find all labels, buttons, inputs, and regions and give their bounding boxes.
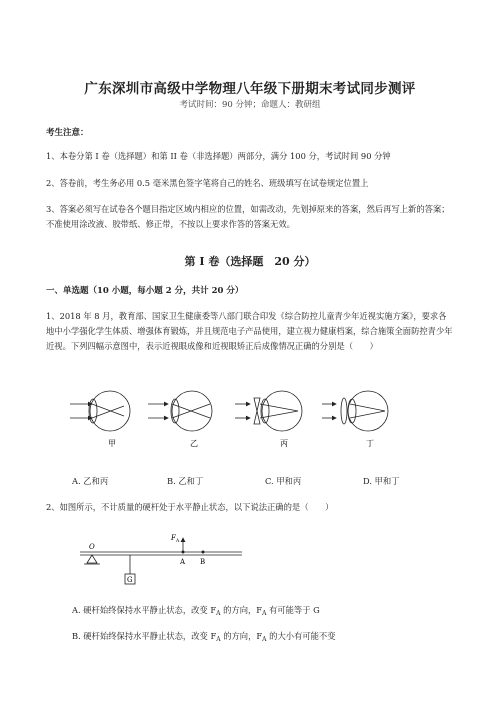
notice-item-2: 2、答卷前，考生务必用 0.5 毫米黑色签字笔将自己的姓名、班级填写在试卷规定位置上 [46, 178, 369, 188]
label-o: O [89, 543, 95, 551]
section-title: 第 I 卷（选择题 20 分） [184, 255, 316, 268]
page-title: 广东深圳市高级中学物理八年级下册期末考试同步测评 [84, 81, 416, 97]
eye-diagram-ding [322, 391, 388, 431]
eye-diagram-bing [235, 391, 302, 431]
q1-option-d: D. 甲和丁 [363, 476, 400, 486]
question-2-text: 2、如图所示，不计质量的硬杆处于水平静止状态，以下说法正确的是（ ） [46, 502, 334, 512]
label-yi: 乙 [190, 439, 198, 448]
label-bing: 丙 [280, 439, 288, 448]
q2-option-a: A. 硬杆始终保持水平静止状态，改变 $F_A$ 的方向，$F_A$ 有可能等于 G [72, 605, 320, 617]
q1-option-c: C. 甲和丙 [265, 476, 302, 486]
eye-diagram-jia [70, 391, 130, 431]
label-ding: 丁 [366, 439, 374, 448]
notice-item-3: 3、答案必须写在试卷各个题目指定区域内相应的位置，如需改动，先划掉原来的答案，然后再写上新的答案；不准使用涂改液、胶带纸、修正带，不按以上要求作答的答案无效。 [46, 204, 450, 229]
label-force-sub: A [176, 539, 180, 544]
eye-diagram-yi [148, 391, 212, 431]
part-heading: 一、单选题（10 小题，每小题 2 分，共计 20 分） [46, 286, 244, 296]
lever-figure [70, 530, 250, 590]
label-a: A [180, 558, 186, 566]
eye-diagrams-figure [60, 388, 460, 458]
label-force: F [171, 534, 176, 542]
q1-option-a: A. 乙和丙 [72, 476, 109, 486]
notice-item-1: 1、本卷分第 I 卷（选择题）和第 II 卷（非选择题）两部分，满分 100 分，考试时间 90 分钟 [46, 151, 391, 161]
fulcrum [87, 555, 97, 563]
label-g: G [127, 576, 133, 584]
exam-info: 考试时间：90 分钟；命题人：教研组 [179, 100, 321, 110]
q2-option-b: B. 硬杆始终保持水平静止状态，改变 $F_A$ 的方向，$F_A$ 的大小有可能不变 [72, 631, 336, 643]
q1-option-b: B. 乙和丁 [167, 476, 204, 486]
notice-heading: 考生注意： [46, 128, 89, 138]
question-1-text: 1、2018 年 8 月，教育部、国家卫生健康委等八部门联合印发《综合防控儿童青少年近视实施方案》，要求各地中小学强化学生体质、增强体育锻炼，并且规范电子产品使用，建立视力健康档案，综合施策全面防控青少年近视。下列四幅示意图中，表示近视眼成像和近视眼矫正后成像情况正确的分别是（ ） [46, 311, 453, 351]
label-jia: 甲 [108, 439, 116, 448]
label-b: B [200, 558, 206, 566]
